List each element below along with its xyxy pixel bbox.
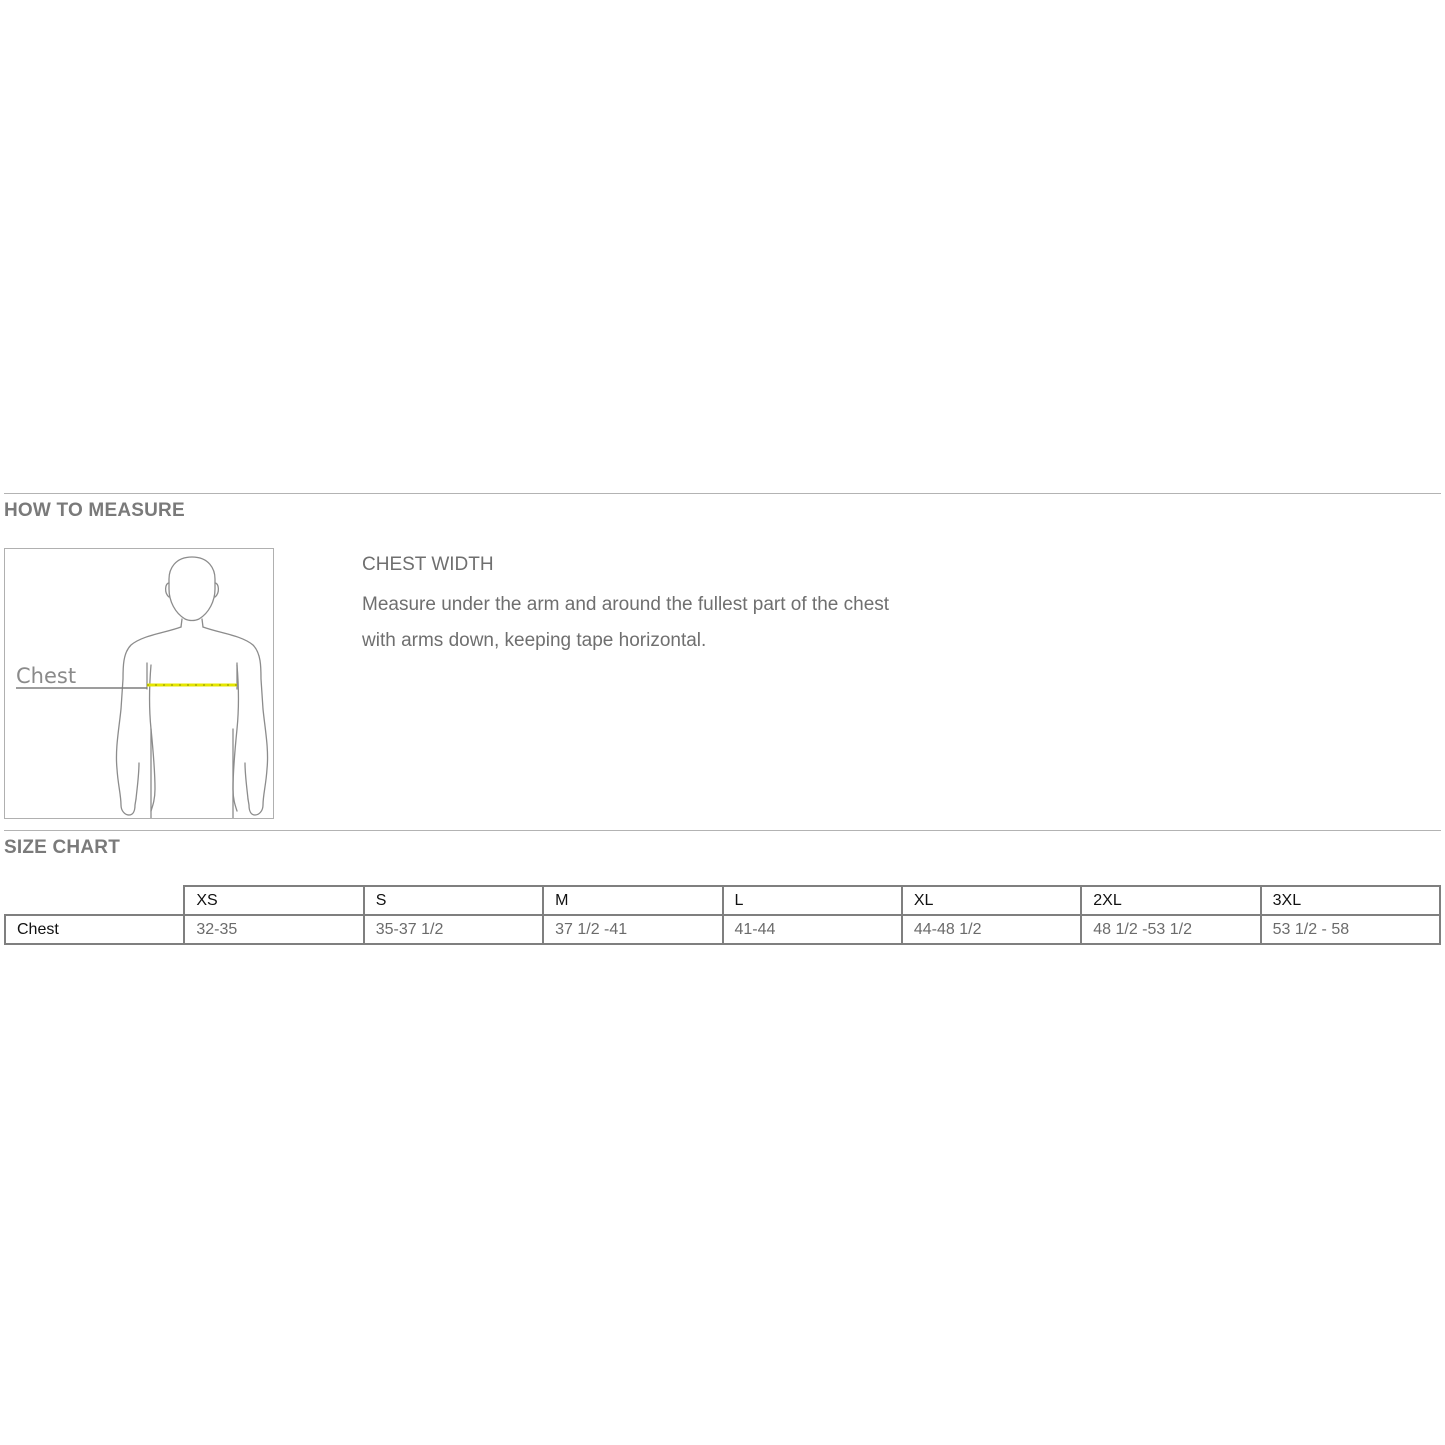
table-row — [5, 915, 1440, 944]
table-cell: 41-44 — [723, 915, 902, 944]
size-chart-table — [4, 885, 1441, 945]
measure-description-line-1: Measure under the arm and around the fullest part of the chest — [362, 594, 890, 615]
measure-instructions — [362, 551, 962, 659]
table-corner-cell — [5, 886, 184, 915]
size-chart-title: SIZE CHART — [4, 837, 120, 858]
figure-chest-label: Chest — [16, 664, 77, 688]
size-header-l: L — [723, 886, 902, 915]
size-header-2xl: 2XL — [1081, 886, 1260, 915]
table-cell: 44-48 1/2 — [902, 915, 1081, 944]
measure-description-line-2: with arms down, keeping tape horizontal. — [362, 630, 707, 651]
size-header-xl: XL — [902, 886, 1081, 915]
table-cell: 48 1/2 -53 1/2 — [1081, 915, 1260, 944]
table-cell: 37 1/2 -41 — [543, 915, 722, 944]
size-header-s: S — [364, 886, 543, 915]
row-label-chest: Chest — [5, 915, 184, 944]
middle-divider — [4, 830, 1441, 831]
table-cell: 35-37 1/2 — [364, 915, 543, 944]
chest-measure-figure — [4, 548, 274, 819]
table-cell: 32-35 — [184, 915, 363, 944]
size-header-3xl: 3XL — [1261, 886, 1440, 915]
table-header-row — [5, 886, 1440, 915]
how-to-measure-title: HOW TO MEASURE — [4, 500, 185, 521]
chest-width-heading: CHEST WIDTH — [362, 554, 494, 575]
size-header-m: M — [543, 886, 722, 915]
table-cell: 53 1/2 - 58 — [1261, 915, 1440, 944]
size-header-xs: XS — [184, 886, 363, 915]
top-divider — [4, 493, 1441, 494]
